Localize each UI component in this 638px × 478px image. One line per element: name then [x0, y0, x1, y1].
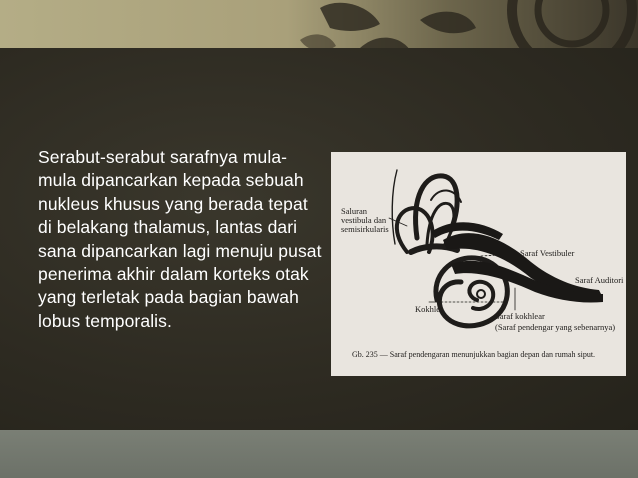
label-saluran: Saluran vestibula dan semisirkularis: [341, 206, 389, 234]
body-text: Serabut-serabut sarafnya mula-mula dipancarkan kepada sebuah nukleus khusus yang berada tepat di belakang thalamus, lantas dari sana dipancarkan lagi menuju pusat penerima akhir dalam korteks otak yang terletak pada bagian bawah lobus temporalis.: [38, 147, 322, 331]
label-kokhlea: Kokhlea: [415, 304, 444, 314]
label-saraf-vestibuler: Saraf Vestibuler: [520, 248, 575, 258]
bottom-band: [0, 430, 638, 478]
label-saraf-auditori: Saraf Auditori: [575, 275, 624, 285]
ear-nerve-figure: [331, 152, 626, 376]
ear-diagram: [331, 152, 626, 376]
label-saraf-kokhlear: Saraf kokhlear: [495, 311, 545, 321]
figure-caption: Gb. 235 — Saraf pendengaran menunjukkan bagian depan dan rumah siput.: [352, 350, 596, 359]
label-saraf-pendengar: (Saraf pendengar yang sebenarnya): [495, 322, 616, 332]
